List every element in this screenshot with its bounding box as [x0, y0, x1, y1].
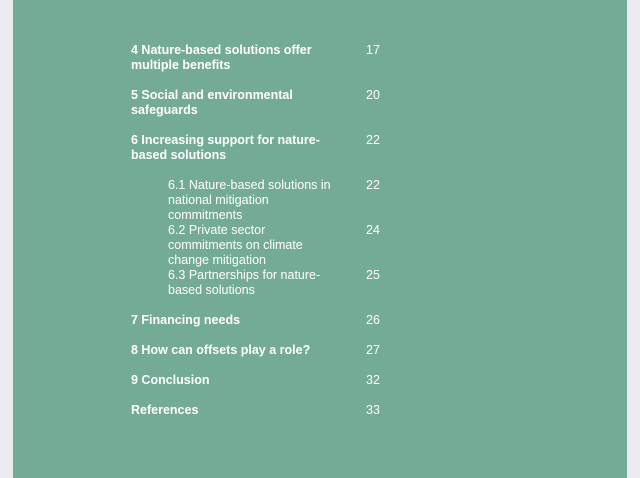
toc-entry-title: 6 Increasing support for nature-based solutions	[131, 133, 320, 162]
toc-entry-6-1[interactable]	[168, 178, 391, 223]
toc-entry-page: 27	[366, 343, 380, 357]
toc-entry-7[interactable]	[131, 313, 391, 328]
toc-entry-6-2[interactable]	[168, 223, 391, 268]
toc-entry-page: 17	[366, 43, 380, 57]
toc-entry-title: 6.1 Nature-based solutions in national mitigation commitments	[168, 178, 331, 222]
toc-entry-page: 25	[366, 268, 380, 282]
toc-entry-title: References	[131, 403, 199, 417]
table-of-contents	[131, 43, 391, 433]
toc-entry-references[interactable]	[131, 403, 391, 418]
toc-entry-page: 22	[366, 133, 380, 147]
toc-entry-8[interactable]	[131, 343, 391, 358]
toc-entry-4[interactable]	[131, 43, 391, 73]
toc-entry-page: 24	[366, 223, 380, 237]
toc-entry-6-3[interactable]	[168, 268, 391, 298]
toc-entry-9[interactable]	[131, 373, 391, 388]
toc-entry-title: 5 Social and environmental safeguards	[131, 88, 293, 117]
toc-entry-page: 22	[366, 178, 380, 192]
toc-entry-title: 4 Nature-based solutions offer multiple benefits	[131, 43, 312, 72]
toc-entry-title: 6.3 Partnerships for nature-based solutions	[168, 268, 321, 297]
toc-entry-title: 6.2 Private sector commitments on climate change mitigation	[168, 223, 303, 267]
toc-entry-page: 33	[366, 403, 380, 417]
toc-entry-page: 32	[366, 373, 380, 387]
toc-entry-6[interactable]	[131, 133, 391, 163]
toc-entry-5[interactable]	[131, 88, 391, 118]
toc-entry-title: 7 Financing needs	[131, 313, 241, 327]
toc-entry-title: 9 Conclusion	[131, 373, 210, 387]
toc-entry-page: 20	[366, 88, 380, 102]
toc-entry-page: 26	[366, 313, 380, 327]
document-page	[13, 0, 627, 478]
toc-entry-title: 8 How can offsets play a role?	[131, 343, 311, 357]
